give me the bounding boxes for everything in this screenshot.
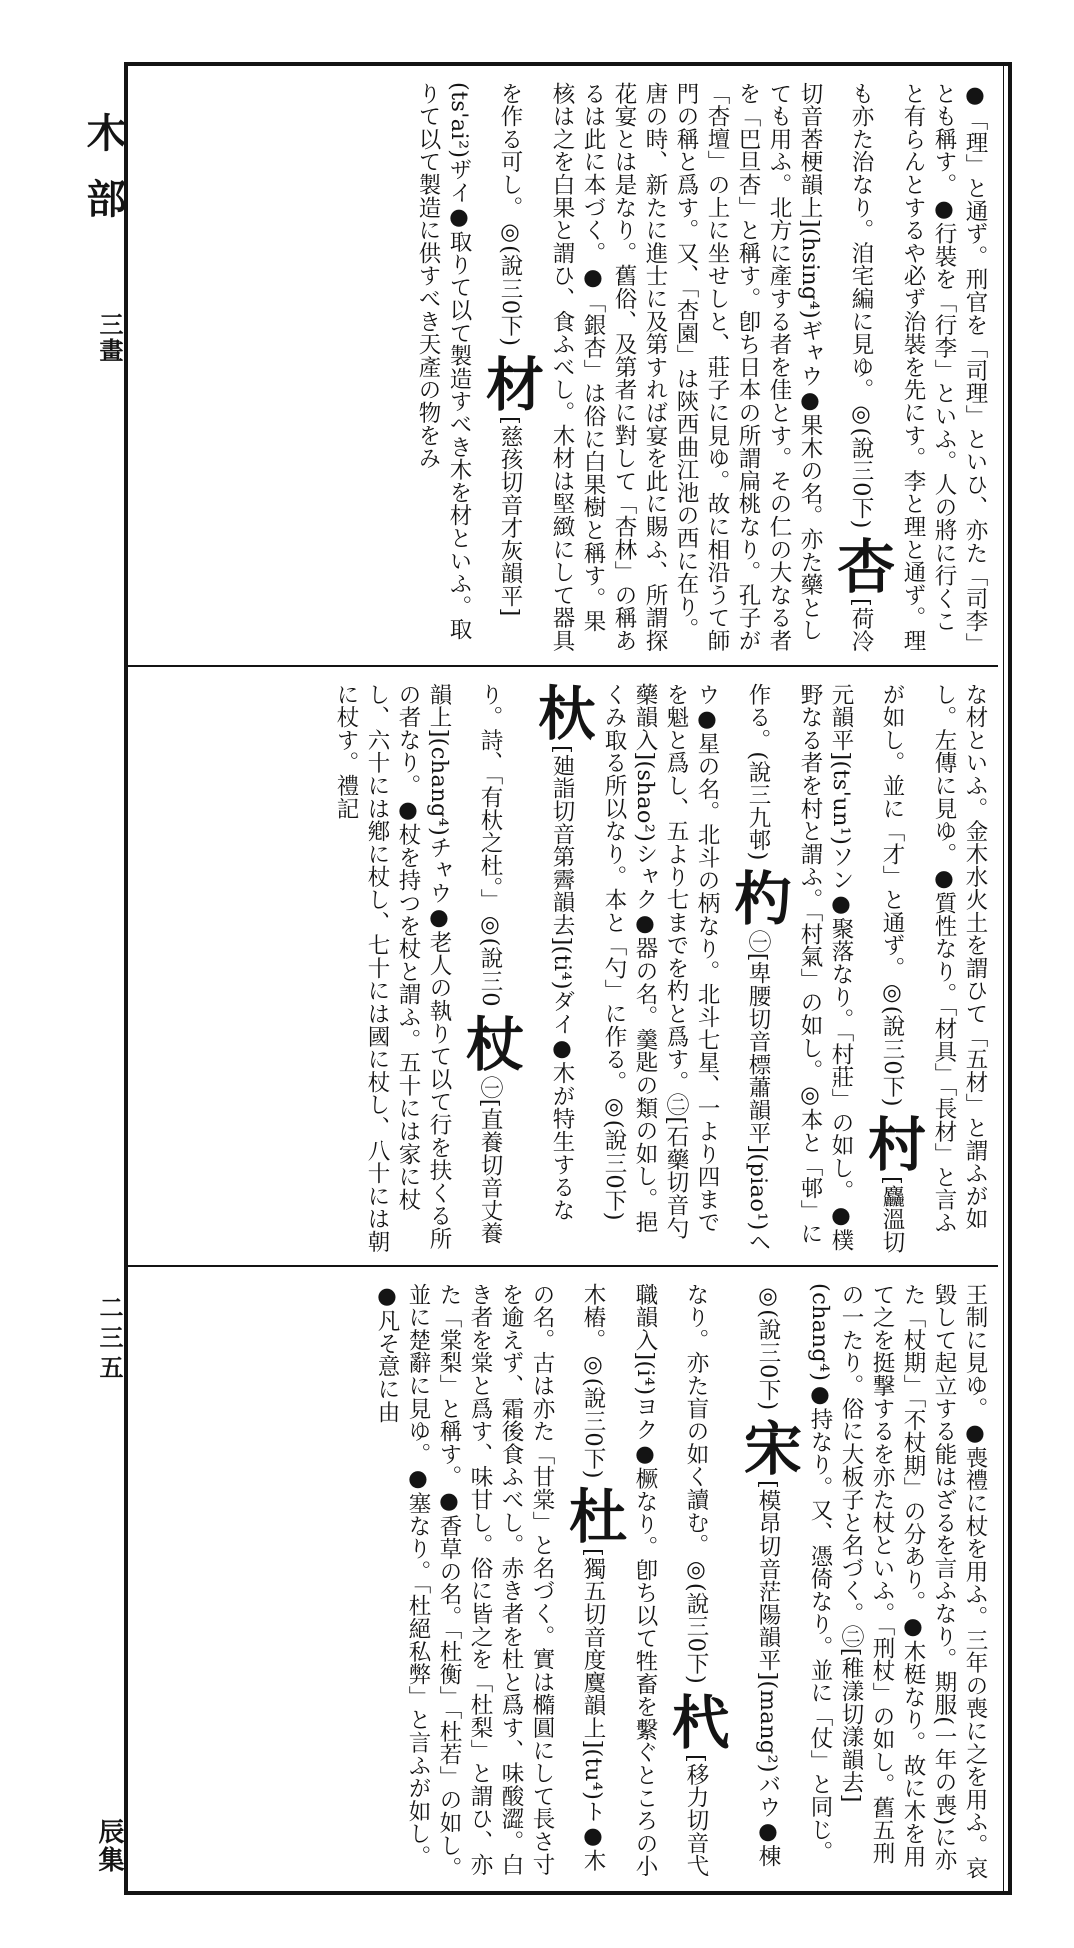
headword: 宋 xyxy=(734,1417,802,1480)
entry-text: [荷冷切音莕梗韻上](hsing⁴)ギャウ●果木の名。亦た藥としても用ふ。北方に產する者を佳とす。その仁の大なる者を「巴旦杏」と稱す。卽ち日本の所謂扁桃なり。孔子が「杏壇」の上に坐せしと、莊子に見ゆ。故に相沿うて師門の稱と爲す。又、「杏園」は陝西曲江池の西に在り。唐の時、新たに進士に及第すれば宴を此に賜ふ、所謂探花宴とは是なり。舊俗、及第者に對して「杏林」の稱あるは此に本づく。●「銀杏」は俗に白果樹と稱す。果核は之を白果と謂ひ、食ふべし。木材は堅緻にして器具を作る可し。◎(說三0下) xyxy=(497,82,874,653)
entry-text: ㊀[直養切音丈養韻上](chang⁴)チャウ●老人の執りて以て行を扶くる所の者なり。●杖を持つを杖と謂ふ。五十には家に杖し、六十には鄕に杖し、七十には國に杖し、八十には朝に杖す。禮記 xyxy=(333,683,503,1253)
headword: 材 xyxy=(476,353,544,416)
margin-radical: 木部 xyxy=(80,112,127,244)
margin-strokes: 三畫 xyxy=(95,312,124,364)
entry-text: 王制に見ゆ。●喪禮に杖を用ふ。三年の喪に之を用ふ。哀毀して起立する能はざるを言ふなり。期服(一年の喪)に亦た「杖期」「不杖期」の分あり。●木梃なり。故に木を用て之を挺撃するを亦た杖といふ。「刑杖」の如し。舊五刑の一たり。俗に大板子と名づく。㊁[稚漾切漾韻去](chang⁴)●持なり。又、憑倚なり。並に「仗」と同じ。◎(說三0下) xyxy=(755,1283,988,1880)
headword: 村 xyxy=(858,1114,926,1177)
headword: 杓 xyxy=(724,868,792,931)
headword: 杜 xyxy=(559,1486,627,1549)
headword: 杖 xyxy=(456,1014,524,1077)
entry-xing xyxy=(497,82,895,653)
headword: 杕 xyxy=(528,683,596,745)
column-text xyxy=(138,683,990,1255)
entry-text: な材といふ。金木水火土を謂ひて「五材」と謂ふが如し。左傳に見ゆ。●質性なり。「材具」「長材」と言ふが如し。並に「才」と通ず。◎(說三0下) xyxy=(879,683,988,1234)
entry-text: ●「理」と通ず。刑官を「司理」といひ、亦た「司李」とも稱す。●行裝を「行李」といふ。人の將に行くこと有らんとするや必ず治裝を先にす。李と理と通ず。理も亦た治なり。洎宅編に見ゆ。◎(說三0下) xyxy=(848,82,988,652)
entry-text: [慈孩切音才灰韻平](ts'ai²)ザイ●取りて以て製造すべき木を材といふ。取りて以て製造に供すべき天產の物をみ xyxy=(415,82,523,641)
margin-volume: 辰集 xyxy=(94,1818,124,1874)
section-top xyxy=(128,66,998,667)
section-middle xyxy=(128,667,998,1267)
headword: 杏 xyxy=(827,536,895,599)
section-bottom xyxy=(128,1267,998,1891)
entry-text: [獨五切音度麌韻上](tu⁴)ト●木の名。古は亦た「甘棠」と名づく。實は橢圓にして長さ寸を逾えず、霜後食ふべし。赤き者を杜と爲す、味酸澀。白き者を棠と爲す、味甘し。俗に皆之を「杜梨」と謂ひ、亦た「棠梨」と稱す。●香草の名。「杜衡」「杜若」の如し。並に楚辭に見ゆ。●塞なり。「杜絕私弊」と言ふが如し。●凡そ意に由 xyxy=(374,1283,606,1880)
dictionary-frame xyxy=(124,62,1012,1895)
entry-text: [麤溫切元韻平](ts'un¹)ソン●聚落なり。「村莊」の如し。●樸野なる者を村と謂ふ。「村氣」の如し。◎本と「邨」に作る。(說三九邨) xyxy=(745,683,905,1254)
entry-text: [移力切音弋職韻入](i⁴)ヨク●橛なり。卽ち以て牲畜を繫ぐところの小木樁。◎(說三0下) xyxy=(580,1283,709,1878)
entry-text: [廸詣切音第霽韻去](ti⁴)ダイ●木が特生するなり。詩、「有杕之杜。」◎(說三0 xyxy=(477,683,575,1222)
column-text xyxy=(138,1283,990,1881)
column-text xyxy=(138,82,990,655)
margin-page-number: 二三五 xyxy=(95,1295,124,1385)
entry-text: ㊀[卑腰切音標蕭韻平](piao¹)ヘウ●星の名。北斗の柄なり。北斗七星、一より四までを魁と爲し、五より七までを杓と爲す。㊁[石藥切音勺藥韻入](shao²)シャク●器の名。羹匙の類の如し。挹くみ取る所以なり。本と「勺」に作る。◎(說三0下) xyxy=(601,683,771,1254)
entry-continuation xyxy=(755,1283,988,1879)
entry-text: [模昂切音茫陽韻平](mang²)バウ●棟なり。亦た盲の如く讀む。◎(說三0下) xyxy=(683,1283,781,1868)
entry-du xyxy=(374,1283,627,1880)
headword: 杙 xyxy=(662,1691,730,1754)
